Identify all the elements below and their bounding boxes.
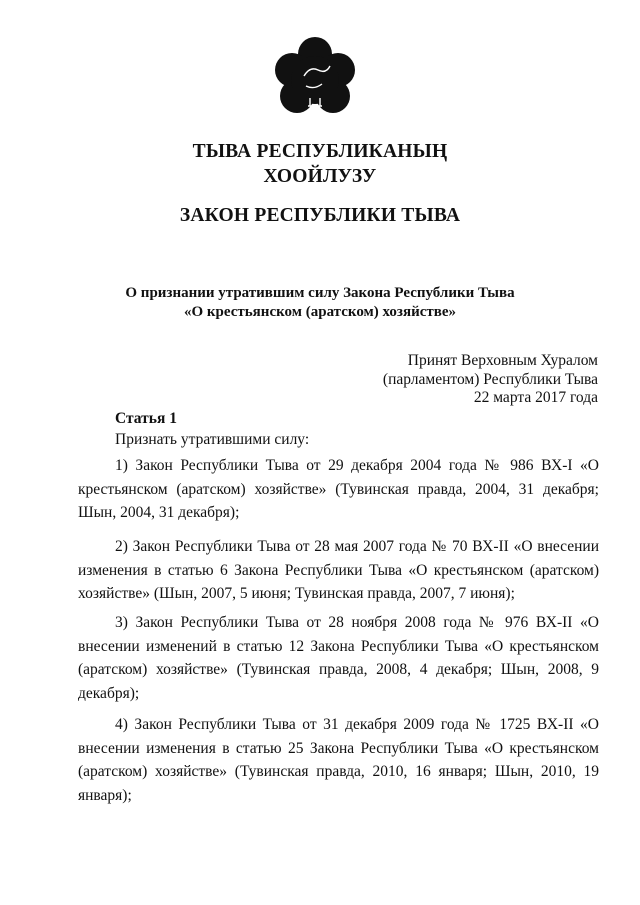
law-subject-line1: О признании утратившим силу Закона Республики Тыва bbox=[125, 285, 515, 301]
list-item: 1) Закон Республики Тыва от 29 декабря 2004 года № 986 ВХ-I «О крестьянском (аратском) хозяйстве» (Тувинская правда, 2004, 31 декабря; Шын, 2004, 31 декабря); bbox=[78, 457, 599, 521]
list-item: 4) Закон Республики Тыва от 31 декабря 2009 года № 1725 ВХ-II «О внесении изменения в статью 25 Закона Республики Тыва «О крестьянском (аратском) хозяйстве» (Тувинская правда, 2010, 16 января; Шын, 2010, 19 января); bbox=[78, 716, 599, 804]
article-heading: Статья 1 bbox=[115, 410, 177, 427]
list-item: 3) Закон Республики Тыва от 28 ноября 2008 года № 976 ВХ-II «О внесении изменений в статью 12 Закона Республики Тыва «О крестьянском (аратском) хозяйстве» (Тувинская правда, 2008, 4 декабря; Шын, 2008, 9 декабря); bbox=[78, 614, 599, 702]
adoption-line2: (парламентом) Республики Тыва bbox=[382, 371, 598, 388]
article-intro: Признать утратившими силу: bbox=[115, 431, 310, 448]
law-title-tyvan-line1: ТЫВА РЕСПУБЛИКАНЫҢ bbox=[192, 141, 448, 162]
law-title-russian: ЗАКОН РЕСПУБЛИКИ ТЫВА bbox=[179, 205, 461, 226]
law-subject-line2: «О крестьянском (аратском) хозяйстве» bbox=[183, 304, 457, 320]
adoption-line1: Принят Верховным Хуралом bbox=[407, 352, 598, 369]
list-item: 2) Закон Республики Тыва от 28 мая 2007 года № 70 ВХ-II «О внесении изменения в статью 6 Закона Республики Тыва «О крестьянском (аратском) хозяйстве» (Шын, 2007, 5 июня; Тувинская правда, 2007, 7 июня); bbox=[78, 538, 599, 602]
tuva-coat-of-arms-icon bbox=[274, 36, 356, 122]
law-title-tyvan-line2: ХООЙЛУЗУ bbox=[263, 166, 377, 187]
adoption-date: 22 марта 2017 года bbox=[473, 389, 598, 406]
